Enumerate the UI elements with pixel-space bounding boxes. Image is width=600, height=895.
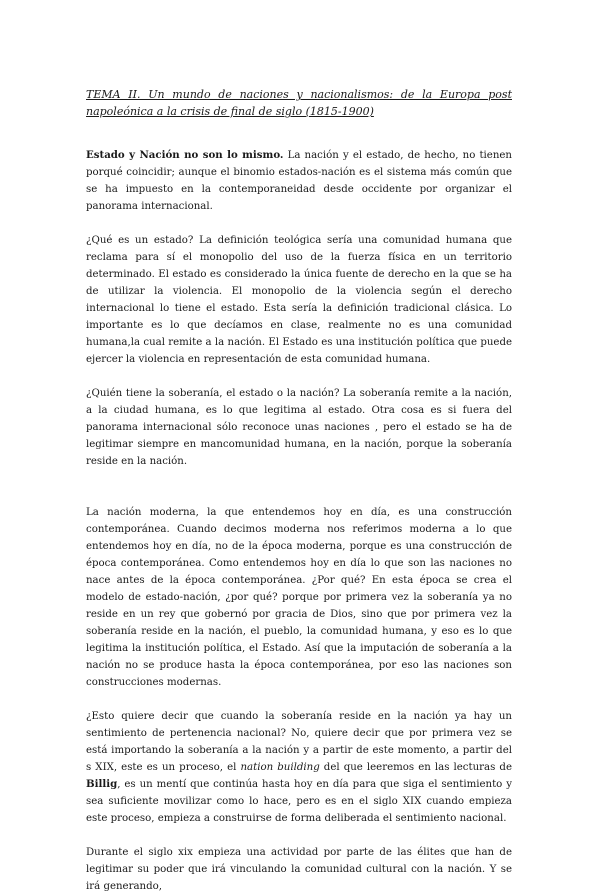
paragraph-text: La nación y el estado, de hecho, no tienen porqué coincidir; aunque el binomio estados-nación es el sistema más común que se ha impuesto en la contemporaneidad desde occidente por organizar el panorama internacional. [86,150,512,212]
text-segment: , es un mentí que continúa hasta hoy en día para que siga el sentimiento y sea suficiente movilizar como lo hace, pero es en el siglo XIX cuando empieza este proceso, empieza a construirse de forma deliberada el sentimiento nacional. [86,779,512,824]
text-segment: ¿Esto quiere decir que cuando la soberanía reside en la nación ya hay un sentimiento de pertenencia nacional? No, quiere decir que por primera vez se está importando la soberanía a la nación y a partir de este momento, a partir del s XIX, este es un proceso, el [86,711,512,773]
text-segment: del que leeremos en las lecturas de [319,762,512,773]
paragraph-que-es-estado: ¿Qué es un estado? La definición teológica sería una comunidad humana que reclama para sí el monopolio del uso de la fuerza física en un territorio determinado. El estado es considerado la única fuente de derecho en la que se ha de utilizar la violencia. El monopolio de la violencia según el derecho internacional lo tiene el estado. Esta sería la definición tradicional clásica. Lo importante es lo que decíamos en clase, realmente no es una comunidad humana,la cual remite a la nación. El Estado es una institución política que puede ejercer la violencia en representación de esta comunidad humana. [86,235,512,365]
paragraph-nacion-moderna: La nación moderna, la que entendemos hoy en día, es una construcción contemporánea. Cuando decimos moderna nos referimos moderna a lo que entendemos hoy en día, no de la época moderna, porque es una construcción de época contemporánea. Como entendemos hoy en día lo que son las naciones no nace antes de la época contemporánea. ¿Por qué? En esta época se crea el modelo de estado-nación, ¿por qué? porque por primera vez la soberanía ya no reside en un rey que gobernó por gracia de Dios, sino que por primera vez la soberanía reside en la nación, el pueblo, la comunidad humana, y eso es lo que legitima la institución política, el Estado. Así que la imputación de soberanía a la nación no se produce hasta la época contemporánea, por eso las naciones son construcciones modernas. [86,507,512,688]
paragraph-sentimiento-nacional [86,708,512,827]
paragraph-siglo-xix: Durante el siglo xix empieza una actividad por parte de las élites que han de legitimar su poder que irá vinculando la comunidad cultural con la nación. Y se irá generando, [86,847,512,892]
paragraph-estado-nacion [86,147,512,215]
paragraph-soberania: ¿Quién tiene la soberanía, el estado o la nación? La soberanía remite a la nación, a la ciudad humana, es lo que legitima al estado. Otra cosa es si fuera del panorama internacional sólo reconoce unas naciones , pero el estado se ha de legitimar siempre en mancomunidad humana, en la nación, porque la soberanía reside en la nación. [86,388,512,467]
bold-lead: Estado y Nación no son lo mismo. [86,149,284,161]
italic-term: nation building [240,762,320,773]
document-title: TEMA II. Un mundo de naciones y nacionalismos: de la Europa post napoleónica a la crisis de final de siglo (1815-1900) [86,88,512,118]
bold-author: Billig [86,778,118,790]
